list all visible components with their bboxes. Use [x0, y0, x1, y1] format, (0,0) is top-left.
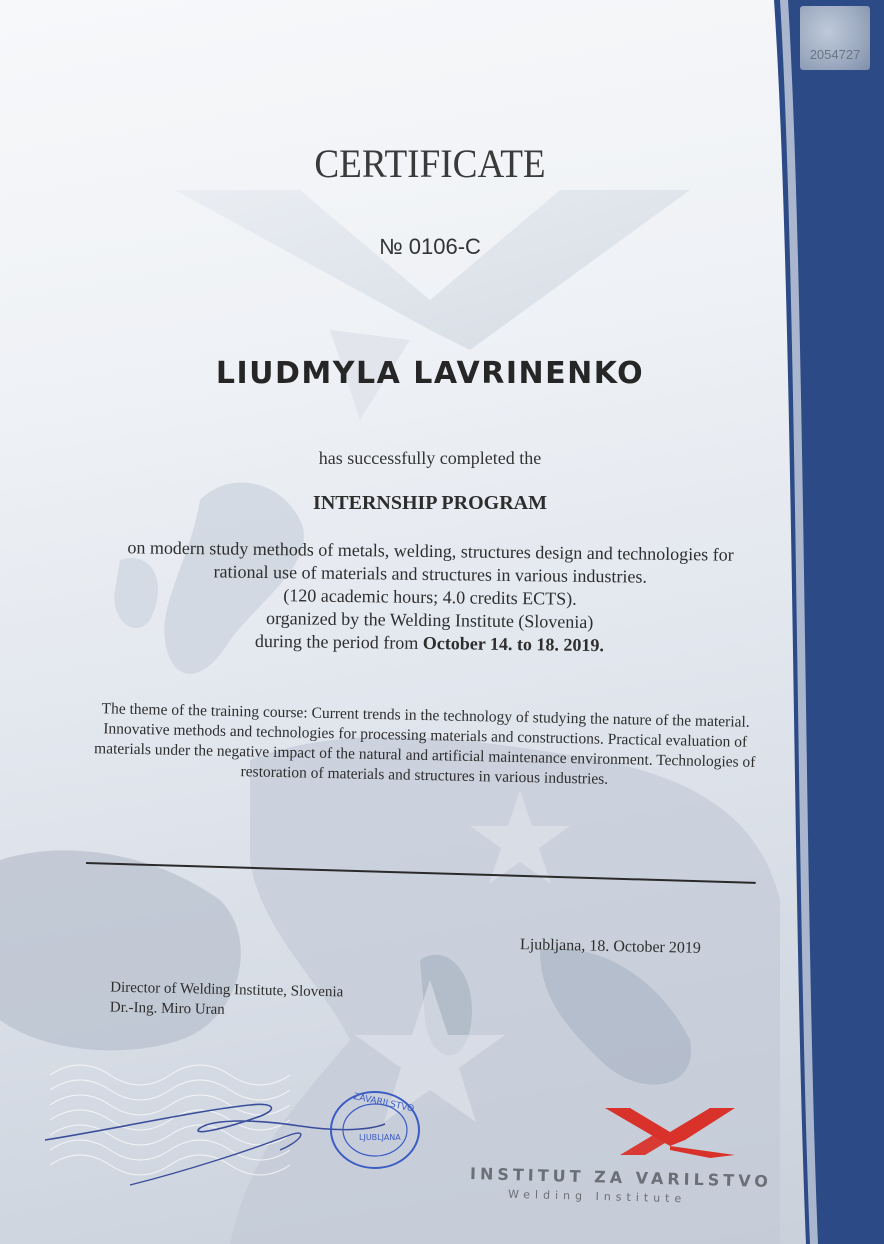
- institute-name: INSTITUT ZA VARILSTVO: [469, 1164, 773, 1191]
- signer-name: Dr.-Ing. Miro Uran: [109, 999, 225, 1018]
- recipient-name: LIUDMYLA LAVRINENKO: [215, 356, 645, 391]
- course-theme: The theme of the training course: Current trends in the technology of studying the nature of the material. Innovative methods and technologies for processing materials and constructions. Practical evaluation of materials under the negative impact of the natural and artificial maintenance environment. Technologies of restoration of materials and structures in various industries.: [93, 700, 756, 788]
- period-dates: October 14. to 18. 2019.: [422, 632, 605, 656]
- institute-stamp: [325, 1082, 435, 1172]
- welding-institute-logo: [600, 1100, 740, 1160]
- certificate-number: № 0106-C: [379, 234, 481, 259]
- signer-block: [110, 978, 344, 1023]
- institute-subtitle: Welding Institute: [507, 1187, 687, 1206]
- svg-text:LJUBLJANA: LJUBLJANA: [359, 1133, 401, 1142]
- program-description: [79, 536, 780, 660]
- completed-text: has successfully completed the: [318, 448, 542, 468]
- description-line: (120 academic hours; 4.0 credits ECTS).: [283, 585, 577, 609]
- certificate-title: CERTIFICATE: [314, 141, 546, 186]
- signer-title: Director of Welding Institute, Slovenia: [110, 979, 344, 1001]
- serial-number: 2054727: [809, 47, 861, 62]
- description-line: on modern study methods of metals, welding, structures design and technologies for: [127, 537, 734, 565]
- description-line: organized by the Welding Institute (Slovenia): [265, 607, 594, 632]
- svg-text:ZAVARILSTVO: ZAVARILSTVO: [352, 1091, 415, 1115]
- description-line: rational use of materials and structures in various industries.: [213, 561, 648, 587]
- period-prefix: during the period from: [254, 630, 419, 653]
- program-name: INTERNSHIP PROGRAM: [313, 492, 547, 514]
- place-and-date: Ljubljana, 18. October 2019: [519, 936, 702, 957]
